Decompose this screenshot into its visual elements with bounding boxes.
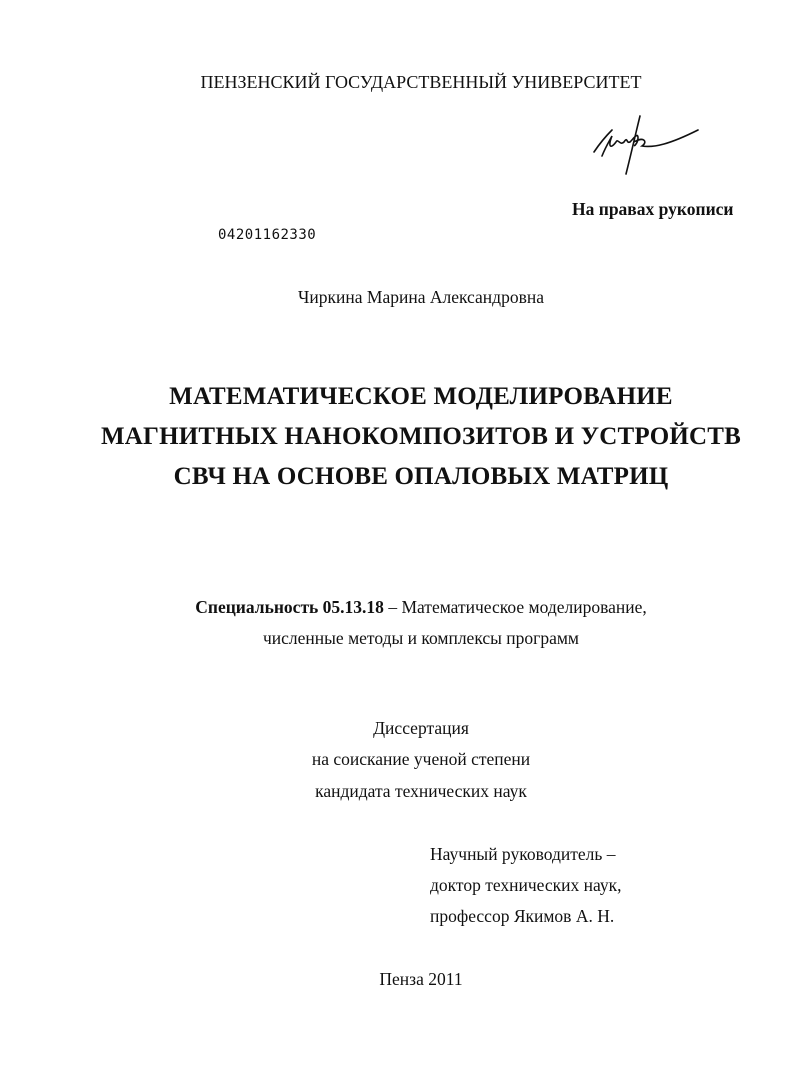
signature-image — [588, 112, 706, 178]
specialty-name: – Математическое моделирование, — [383, 597, 647, 617]
specialty-line-2: численные методы и комплексы программ — [263, 628, 579, 648]
degree-line-2: на соискание ученой степени — [311, 749, 531, 769]
title-line-1: МАТЕМАТИЧЕСКОЕ МОДЕЛИРОВАНИЕ — [169, 383, 673, 410]
city-year: Пенза 2011 — [379, 969, 463, 989]
supervisor-line-2: доктор технических наук, — [430, 875, 622, 895]
title-line-3: СВЧ НА ОСНОВЕ ОПАЛОВЫХ МАТРИЦ — [173, 463, 669, 490]
registration-number: 04201162330 — [218, 227, 317, 243]
manuscript-note: На правах рукописи — [572, 199, 734, 219]
supervisor-line-1: Научный руководитель – — [430, 844, 616, 864]
specialty-label: Специальность 05.13.18 — [195, 597, 384, 617]
author-name: Чиркина Марина Александровна — [298, 287, 544, 307]
university-name: ПЕНЗЕНСКИЙ ГОСУДАРСТВЕННЫЙ УНИВЕРСИТЕТ — [200, 72, 642, 92]
degree-line-3: кандидата технических наук — [315, 781, 527, 801]
supervisor-line-3: профессор Якимов А. Н. — [430, 906, 615, 926]
degree-line-1: Диссертация — [373, 718, 469, 738]
specialty-line-1 — [0, 597, 794, 618]
title-line-2: МАГНИТНЫХ НАНОКОМПОЗИТОВ И УСТРОЙСТВ — [100, 423, 741, 450]
